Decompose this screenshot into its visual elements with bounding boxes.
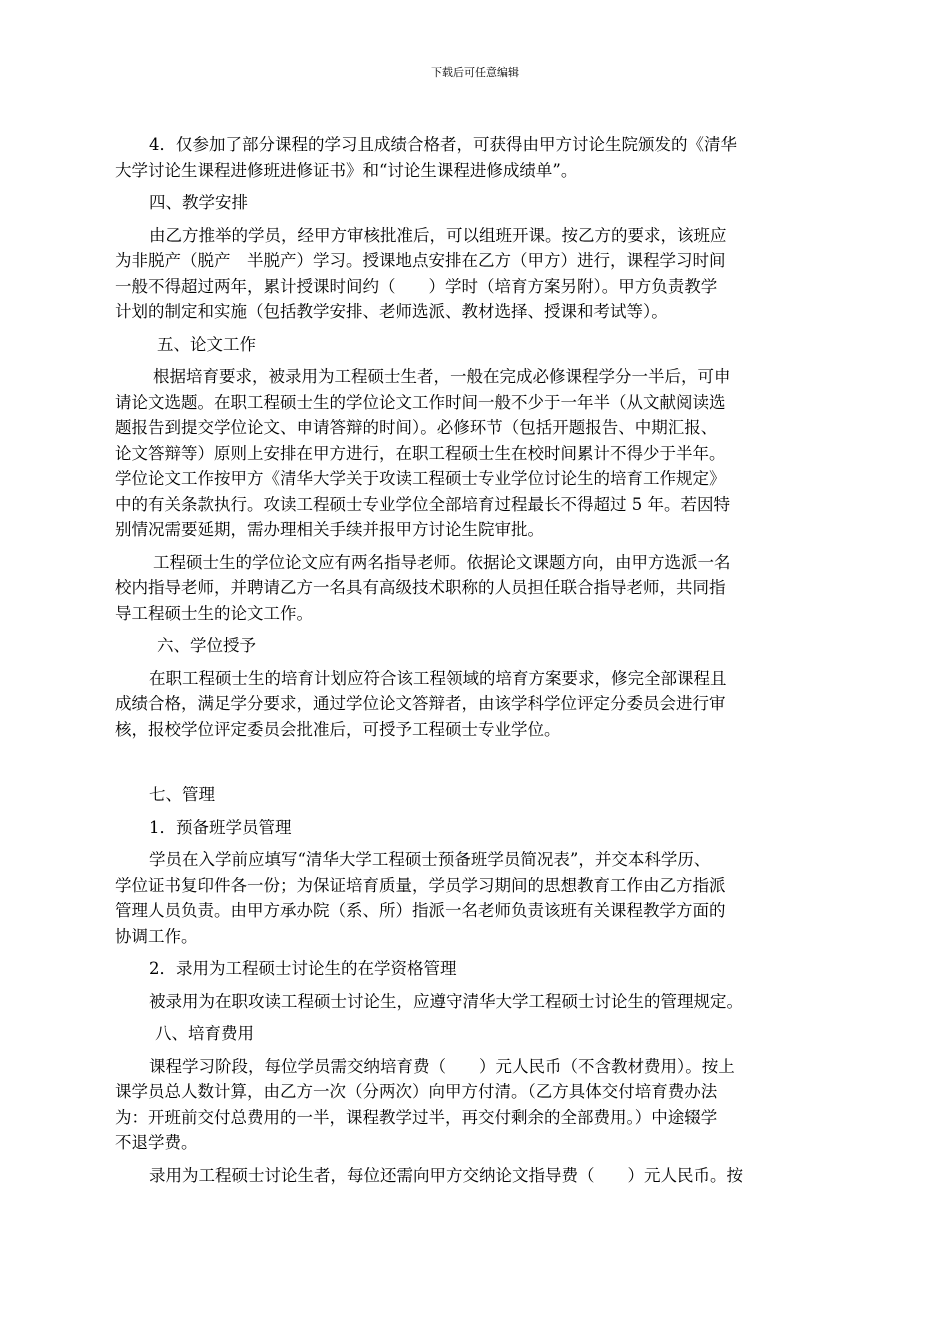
- text-line: 题报告到提交学位论文、申请答辩的时间）。必修环节（包括开题报告、中期汇报、: [115, 418, 718, 437]
- section-heading: 六、学位授予: [157, 636, 256, 655]
- section-gap: [115, 749, 837, 782]
- paragraph: [115, 989, 837, 1015]
- text-line: 请论文选题。在职工程硕士生的学位论文工作时间一般不少于一年半（从文献阅读选: [115, 392, 726, 412]
- text-line: 别情况需要延期，需办理相关手续并报甲方讨论生院审批。: [115, 520, 544, 539]
- text-line: 导工程硕士生的论文工作。: [115, 603, 313, 623]
- text-line: 录用为工程硕士讨论生者，每位还需向甲方交纳论文指导费（ ）元人民币。按: [149, 1165, 743, 1185]
- text-line: 在职工程硕士生的培育计划应符合该工程领域的培育方案要求，修完全部课程且: [149, 668, 727, 688]
- text-line: 一般不得超过两年，累计授课时间约（ ）学时（培育方案另附）。甲方负责教学: [115, 276, 718, 296]
- document-body: [115, 132, 837, 1195]
- text-line: 论文答辩等）原则上安排在甲方进行，在职工程硕士生在校时间累计不得少于半年。: [115, 443, 726, 463]
- text-line: 为：开班前交付总费用的一半，课程教学过半，再交付剩余的全部费用。）中途辍学: [115, 1107, 718, 1127]
- page-header: 下载后可任意编辑: [431, 66, 519, 79]
- section-heading: 1．预备班学员管理: [149, 817, 292, 837]
- paragraph: [115, 1163, 837, 1189]
- text-line: 为非脱产（脱产 半脱产）学习。授课地点安排在乙方（甲方）进行，课程学习时间: [115, 251, 726, 270]
- text-line: 不退学费。: [115, 1133, 198, 1152]
- text-line: 管理人员负责。由甲方承办院（系、所）指派一名老师负责该班有关课程教学方面的: [115, 901, 726, 920]
- paragraph: [115, 223, 837, 325]
- section-heading: 五、论文工作: [157, 334, 256, 354]
- paragraph: [115, 847, 837, 949]
- text-line: 大学讨论生课程进修班进修证书》和“讨论生课程进修成绩单”。: [115, 160, 578, 180]
- text-line: 成绩合格，满足学分要求，通过学位论文答辩者，由该学科学位评定分委员会进行审: [115, 694, 726, 713]
- paragraph: [115, 132, 837, 183]
- text-line: 由乙方推举的学员，经甲方审核批准后，可以组班开课。按乙方的要求，该班应: [149, 225, 727, 245]
- text-line: 核，报校学位评定委员会批准后，可授予工程硕士专业学位。: [115, 719, 561, 739]
- text-line: 课程学习阶段，每位学员需交纳培育费（ ）元人民币（不含教材费用）。按上: [149, 1056, 735, 1076]
- text-line: 计划的制定和实施（包括教学安排、老师选派、教材选择、授课和考试等）。: [115, 302, 668, 321]
- text-line: 校内指导老师，并聘请乙方一名具有高级技术职称的人员担任联合指导老师，共同指: [115, 578, 726, 597]
- text-line: 课学员总人数计算，由乙方一次（分两次）向甲方付清。（乙方具体交付培育费办法: [115, 1082, 718, 1101]
- text-line: 中的有关条款执行。攻读工程硕士专业学位全部培育过程最长不得超过 5 年。若因特: [115, 494, 730, 514]
- text-line: 4．仅参加了部分课程的学习且成绩合格者，可获得由甲方讨论生院颁发的《清华: [149, 135, 737, 154]
- paragraph: [115, 666, 837, 743]
- text-line: 被录用为在职攻读工程硕士讨论生，应遵守清华大学工程硕士讨论生的管理规定。: [149, 991, 743, 1011]
- text-line: 学员在入学前应填写“清华大学工程硕士预备班学员简况表”，并交本科学历、: [149, 850, 711, 869]
- text-line: 学位论文工作按甲方《清华大学关于攻读工程硕士专业学位讨论生的培育工作规定》: [115, 469, 726, 488]
- text-line: 根据培育要求，被录用为工程硕士生者，一般在完成必修课程学分一半后，可申: [153, 367, 731, 386]
- section-heading: 七、管理: [149, 785, 215, 804]
- text-line: 协调工作。: [115, 926, 198, 946]
- text-line: 工程硕士生的学位论文应有两名指导老师。依据论文课题方向，由甲方选派一名: [153, 552, 731, 572]
- section-heading: 八、培育费用: [155, 1024, 254, 1043]
- paragraph: [115, 550, 837, 627]
- paragraph: [115, 364, 837, 543]
- section-heading: 四、教学安排: [149, 193, 248, 212]
- paragraph: [115, 1054, 837, 1156]
- section-heading: 2．录用为工程硕士讨论生的在学资格管理: [149, 959, 457, 978]
- text-line: 学位证书复印件各一份；为保证培育质量，学员学习期间的思想教育工作由乙方指派: [115, 875, 726, 895]
